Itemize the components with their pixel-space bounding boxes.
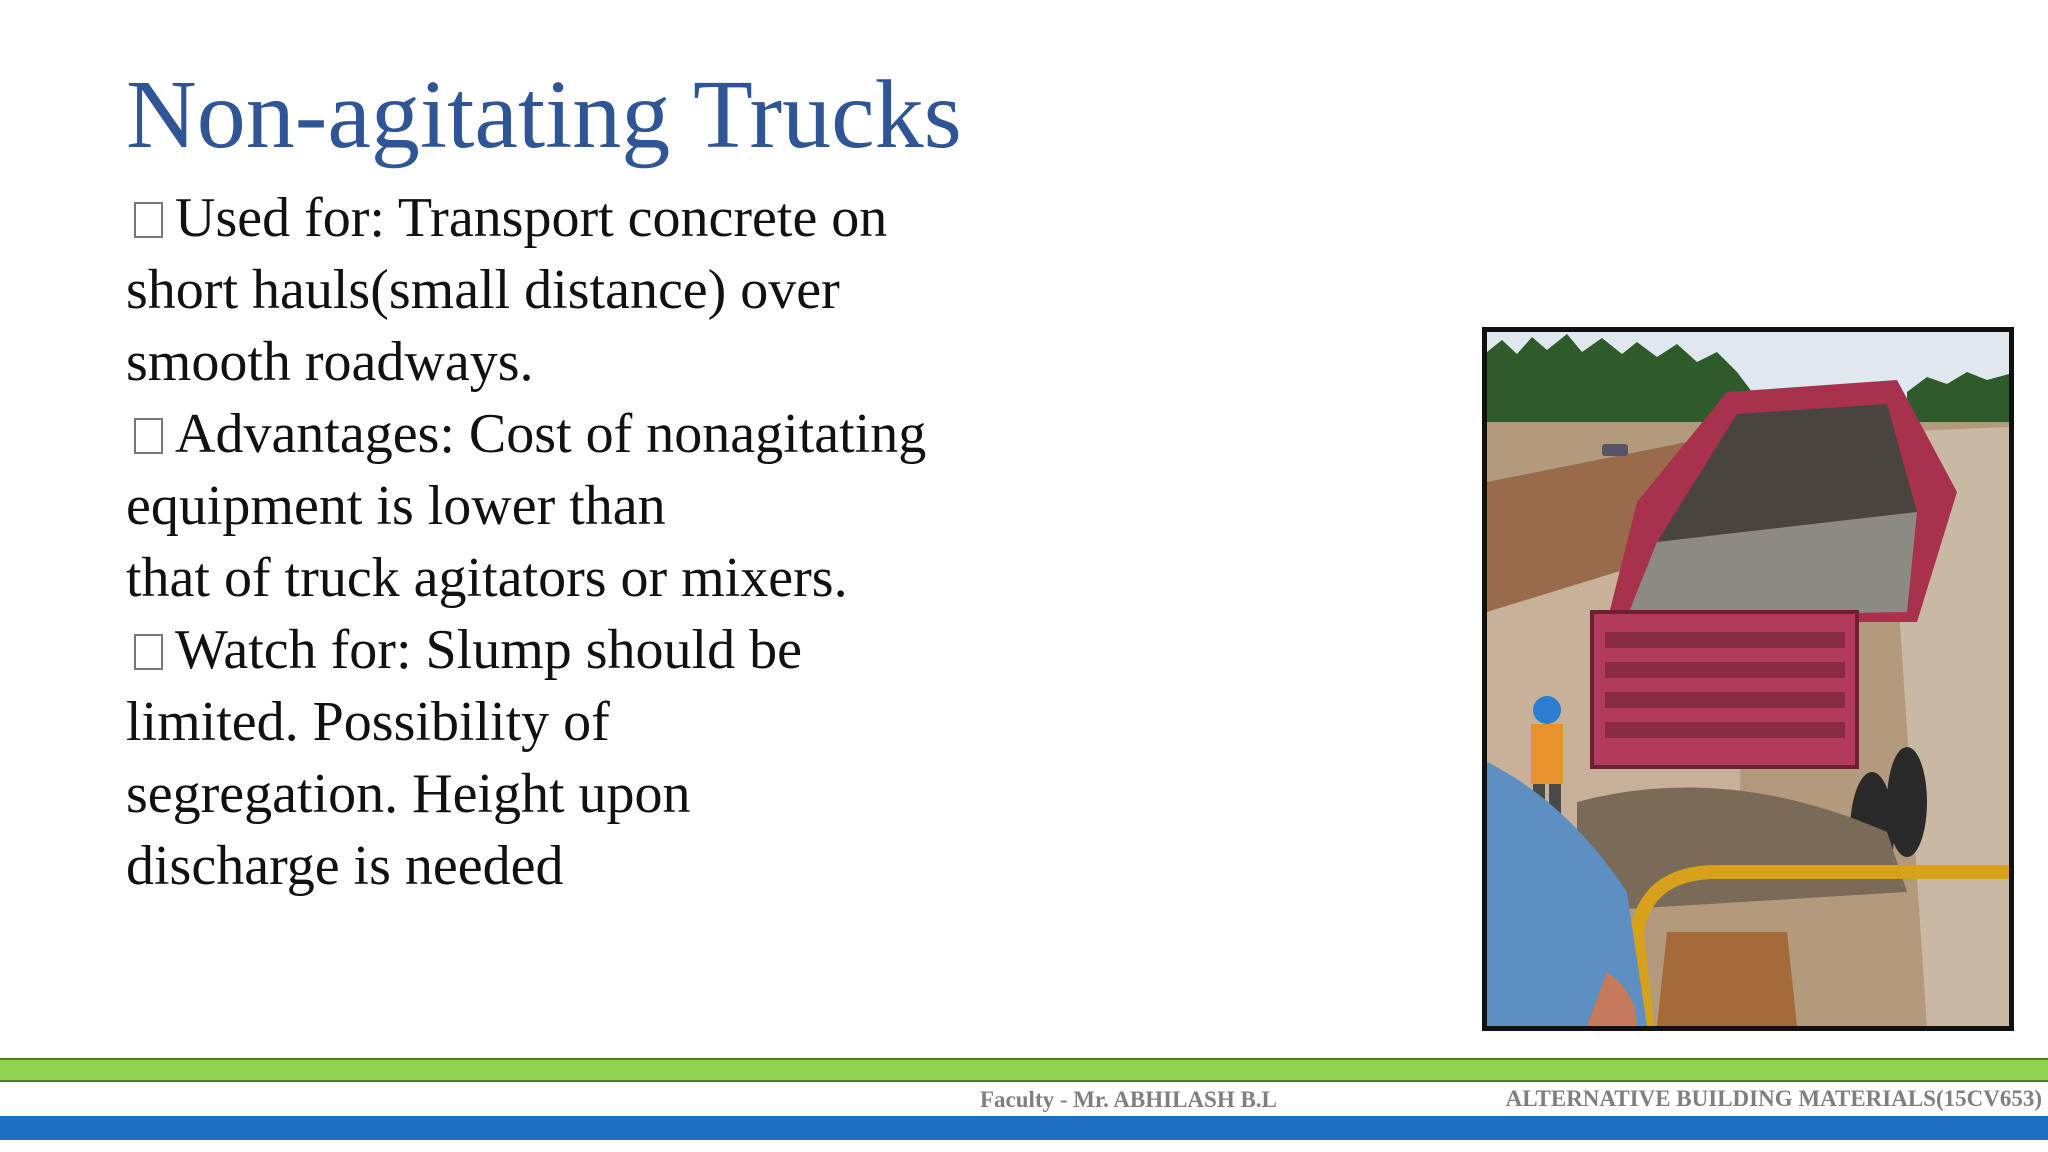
bullet-square-icon — [134, 202, 163, 238]
footer-course: ALTERNATIVE BUILDING MATERIALS(15CV653) — [1505, 1086, 2042, 1111]
footer-green-bar — [0, 1058, 2048, 1082]
bullet-line: discharge is needed — [126, 835, 564, 897]
bullet-line: limited. Possibility of — [126, 691, 610, 753]
bullet-line: equipment is lower than — [126, 475, 666, 537]
bullet-line: Watch for: Slump should be — [126, 614, 1026, 686]
footer-faculty: Faculty - Mr. ABHILASH B.L — [980, 1087, 1277, 1112]
dump-truck-illustration — [1487, 332, 2009, 1026]
footer-blue-bar — [0, 1116, 2048, 1140]
bullet-line: segregation. Height upon — [126, 763, 691, 825]
dump-truck-photo — [1482, 327, 2014, 1031]
bullet-line: short hauls(small distance) over — [126, 259, 840, 321]
bullet-line: smooth roadways. — [126, 331, 534, 393]
bullet-line: that of truck agitators or mixers. — [126, 547, 848, 609]
bullet-square-icon — [134, 418, 163, 454]
slide-title: Non-agitating Trucks — [126, 61, 962, 169]
bullet-line: Advantages: Cost of nonagitating — [126, 398, 1026, 470]
bullet-square-icon — [134, 634, 163, 670]
bullet-line: Used for: Transport concrete on — [126, 182, 1026, 254]
slide-body — [126, 182, 1026, 902]
